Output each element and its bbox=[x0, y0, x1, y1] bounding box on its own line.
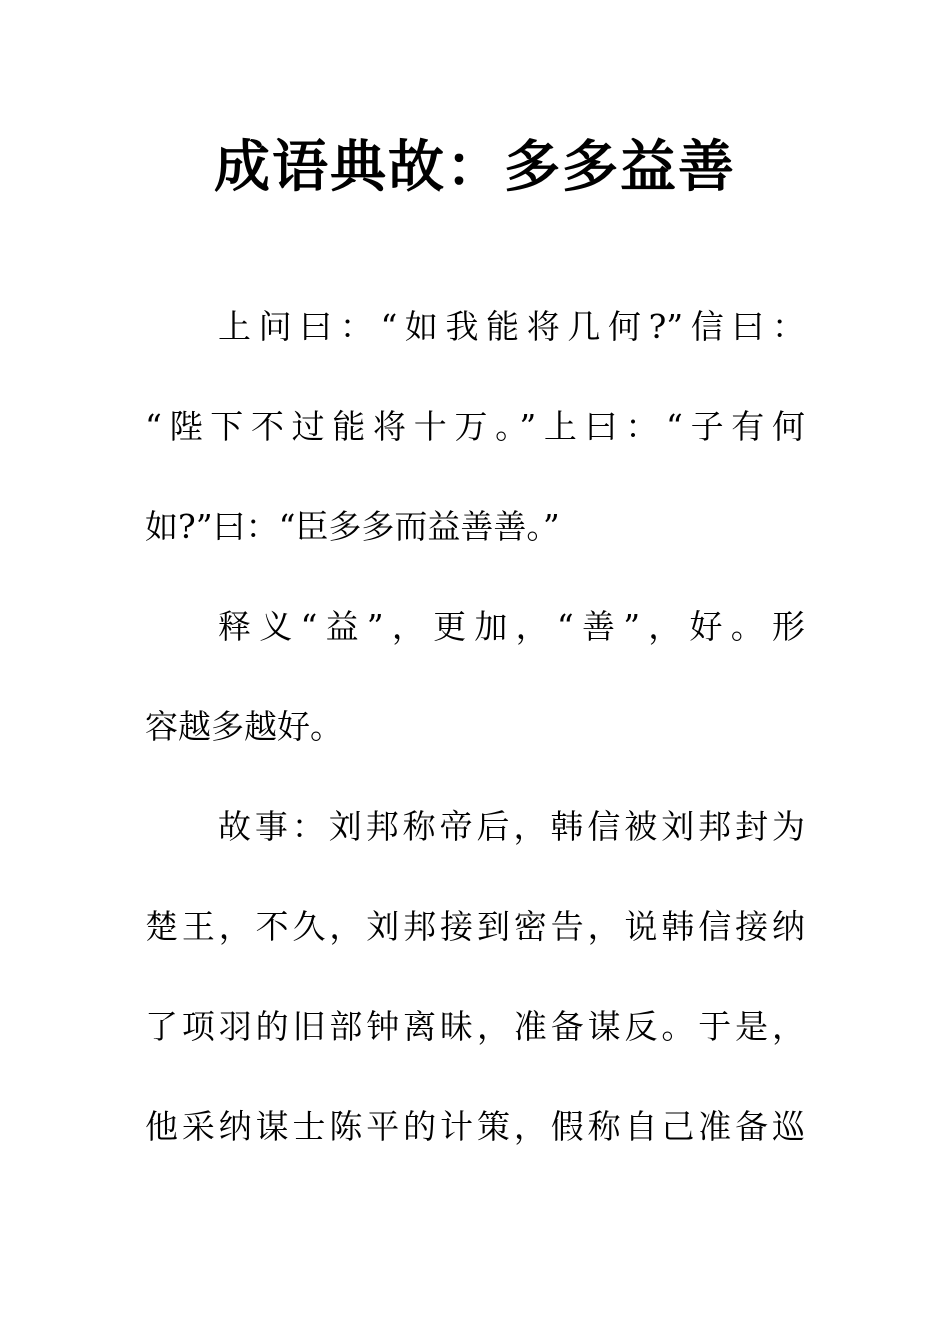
paragraph-line: 楚王，不久，刘邦接到密告，说韩信接纳 bbox=[145, 907, 805, 946]
paragraph-line: 故事：刘邦称帝后，韩信被刘邦封为 bbox=[218, 807, 805, 846]
paragraph-line: “陛下不过能将十万。”上曰：“子有何 bbox=[145, 407, 805, 446]
paragraph-line: 上问曰：“如我能将几何?”信曰： bbox=[218, 307, 805, 346]
paragraph-line: 了项羽的旧部钟离昧，准备谋反。于是， bbox=[145, 1007, 805, 1046]
paragraph-line: 容越多越好。 bbox=[145, 707, 343, 746]
paragraph-line: 释义“益”，更加，“善”，好。形 bbox=[218, 607, 805, 646]
document-title: 成语典故：多多益善 bbox=[214, 135, 736, 200]
paragraph-line: 如?”曰：“臣多多而益善善。” bbox=[145, 507, 560, 546]
paragraph-line: 他采纳谋士陈平的计策，假称自己准备巡 bbox=[145, 1107, 805, 1146]
